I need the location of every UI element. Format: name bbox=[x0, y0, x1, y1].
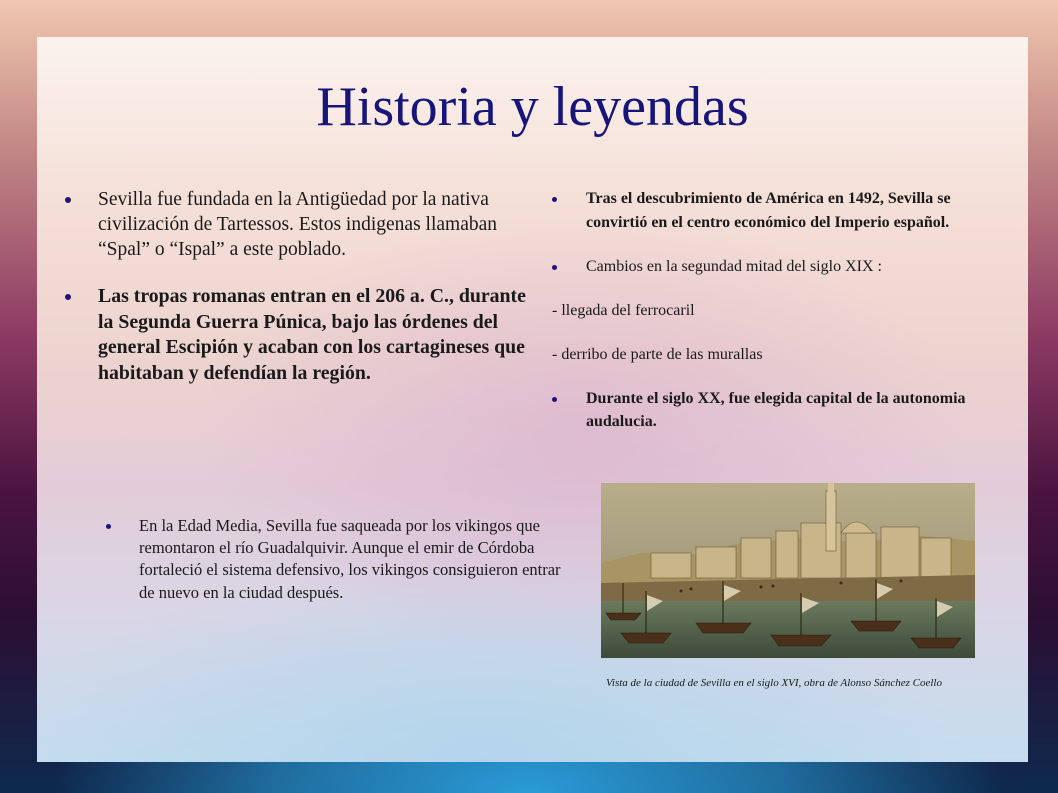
slide-title: Historia y leyendas bbox=[316, 76, 749, 138]
list-item-text: Durante el siglo XX, fue elegida capital de la autonomia audalucia. bbox=[586, 390, 966, 430]
list-item bbox=[98, 284, 528, 386]
image-caption: Vista de la ciudad de Sevilla en el siglo XVI, obra de Alonso Sánchez Coello bbox=[606, 677, 942, 689]
bullet-icon bbox=[552, 265, 557, 270]
painting-image bbox=[601, 483, 975, 658]
list-item bbox=[586, 255, 1006, 278]
list-item-text: Cambios en la segundad mitad del siglo XIX : bbox=[586, 258, 882, 275]
list-item-text: - derribo de parte de las murallas bbox=[552, 346, 763, 363]
left-bullet-list-secondary bbox=[139, 515, 569, 604]
list-item-text: Sevilla fue fundada en la Antigüedad por la nativa civilización de Tartessos. Estos indigenas llamaban “Spal” o “Ispal” a este poblado. bbox=[98, 189, 498, 260]
list-item-text: Las tropas romanas entran en el 206 a. C., durante la Segunda Guerra Púnica, bajo las órdenes del general Escipión y acaban con los cartagineses que habitaban y defendían la región. bbox=[98, 285, 526, 384]
list-item-text: Tras el descubrimiento de América en 1492, Sevilla se convirtió en el centro económico del Imperio español. bbox=[586, 190, 951, 231]
list-item bbox=[98, 187, 528, 262]
bullet-icon bbox=[552, 397, 557, 402]
list-subitem bbox=[552, 299, 1006, 322]
list-item bbox=[586, 187, 1006, 234]
list-subitem bbox=[552, 343, 1006, 366]
list-item-text: En la Edad Media, Sevilla fue saqueada por los vikingos que remontaron el río Guadalquivir. Aunque el emir de Córdoba fortaleció el sistema defensivo, los vikingos consiguieron entrar de nuevo en la ciudad después. bbox=[139, 516, 561, 602]
bullet-icon bbox=[552, 197, 557, 202]
bullet-icon bbox=[65, 197, 71, 203]
list-item-text: - llegada del ferrocaril bbox=[552, 302, 695, 319]
slide bbox=[37, 37, 1028, 762]
right-bullet-list bbox=[552, 187, 1006, 433]
bullet-icon bbox=[65, 294, 71, 300]
list-item bbox=[586, 387, 1006, 433]
bullet-icon bbox=[106, 524, 111, 529]
list-item bbox=[139, 515, 569, 604]
left-bullet-list bbox=[98, 187, 528, 408]
